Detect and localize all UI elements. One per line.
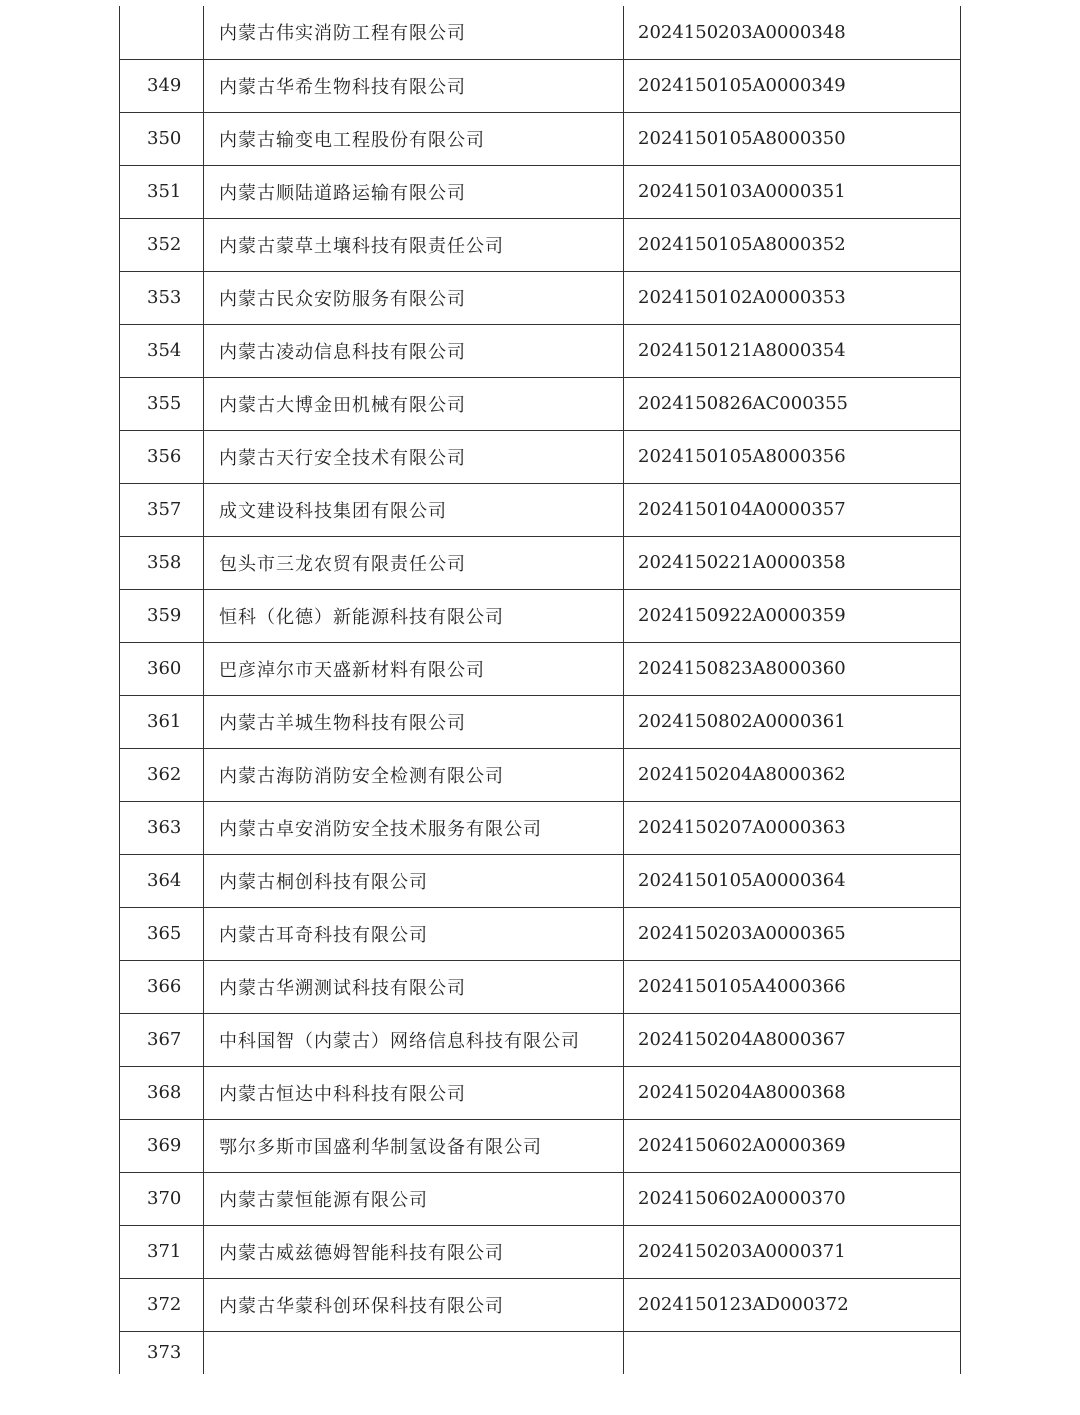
registration-code-cell: 2024150204A8000362 <box>624 748 961 801</box>
company-name-cell: 内蒙古蒙恒能源有限公司 <box>204 1172 624 1225</box>
company-name-cell: 内蒙古羊城生物科技有限公司 <box>204 695 624 748</box>
row-number-cell: 354 <box>120 324 204 377</box>
row-number-cell: 353 <box>120 271 204 324</box>
registration-code-cell: 2024150602A0000369 <box>624 1119 961 1172</box>
registration-code-cell: 2024150104A0000357 <box>624 483 961 536</box>
table-row <box>120 748 961 801</box>
table-row <box>120 377 961 430</box>
company-name-cell: 中科国智（内蒙古）网络信息科技有限公司 <box>204 1013 624 1066</box>
row-number-cell: 370 <box>120 1172 204 1225</box>
registration-code-cell: 2024150103A0000351 <box>624 165 961 218</box>
company-name-cell: 内蒙古恒达中科科技有限公司 <box>204 1066 624 1119</box>
company-name-cell: 内蒙古华蒙科创环保科技有限公司 <box>204 1278 624 1331</box>
company-name-cell <box>204 1331 624 1374</box>
registration-code-cell: 2024150221A0000358 <box>624 536 961 589</box>
row-number-cell: 362 <box>120 748 204 801</box>
company-name-cell: 内蒙古凌动信息科技有限公司 <box>204 324 624 377</box>
registration-code-cell: 2024150602A0000370 <box>624 1172 961 1225</box>
registration-code-cell: 2024150823A8000360 <box>624 642 961 695</box>
company-name-cell: 内蒙古伟实消防工程有限公司 <box>204 6 624 59</box>
company-name-cell: 内蒙古卓安消防安全技术服务有限公司 <box>204 801 624 854</box>
table-row <box>120 801 961 854</box>
table-row <box>120 218 961 271</box>
table-row <box>120 1225 961 1278</box>
row-number-cell: 351 <box>120 165 204 218</box>
company-name-cell: 内蒙古蒙草土壤科技有限责任公司 <box>204 218 624 271</box>
company-name-cell: 内蒙古耳奇科技有限公司 <box>204 907 624 960</box>
company-name-cell: 内蒙古民众安防服务有限公司 <box>204 271 624 324</box>
row-number-cell: 358 <box>120 536 204 589</box>
registry-table <box>119 6 961 1374</box>
registration-code-cell: 2024150105A4000366 <box>624 960 961 1013</box>
company-name-cell: 内蒙古顺陆道路运输有限公司 <box>204 165 624 218</box>
registration-code-cell: 2024150203A0000348 <box>624 6 961 59</box>
company-name-cell: 恒科（化德）新能源科技有限公司 <box>204 589 624 642</box>
row-number-cell: 356 <box>120 430 204 483</box>
row-number-cell: 365 <box>120 907 204 960</box>
table-row <box>120 589 961 642</box>
row-number-cell: 357 <box>120 483 204 536</box>
row-number-cell: 355 <box>120 377 204 430</box>
company-name-cell: 内蒙古威兹德姆智能科技有限公司 <box>204 1225 624 1278</box>
row-number-cell: 373 <box>120 1331 204 1374</box>
company-name-cell: 内蒙古桐创科技有限公司 <box>204 854 624 907</box>
table-row <box>120 1119 961 1172</box>
registration-code-cell: 2024150922A0000359 <box>624 589 961 642</box>
row-number-cell: 363 <box>120 801 204 854</box>
row-number-cell: 360 <box>120 642 204 695</box>
registration-code-cell: 2024150121A8000354 <box>624 324 961 377</box>
row-number-cell: 367 <box>120 1013 204 1066</box>
registration-code-cell: 2024150105A8000356 <box>624 430 961 483</box>
company-name-cell: 鄂尔多斯市国盛利华制氢设备有限公司 <box>204 1119 624 1172</box>
registration-code-cell: 2024150105A0000349 <box>624 59 961 112</box>
company-name-cell: 内蒙古大博金田机械有限公司 <box>204 377 624 430</box>
table-row <box>120 695 961 748</box>
table-row <box>120 165 961 218</box>
row-number-cell: 369 <box>120 1119 204 1172</box>
table-row <box>120 59 961 112</box>
company-name-cell: 内蒙古华希生物科技有限公司 <box>204 59 624 112</box>
registry-table-body <box>120 6 961 1374</box>
company-name-cell: 巴彦淖尔市天盛新材料有限公司 <box>204 642 624 695</box>
row-number-cell: 366 <box>120 960 204 1013</box>
registry-sheet <box>119 6 960 1374</box>
row-number-cell: 359 <box>120 589 204 642</box>
table-row <box>120 1172 961 1225</box>
registration-code-cell: 2024150802A0000361 <box>624 695 961 748</box>
table-row <box>120 1278 961 1331</box>
registration-code-cell: 2024150105A8000352 <box>624 218 961 271</box>
table-row <box>120 1066 961 1119</box>
table-row <box>120 271 961 324</box>
row-number-cell: 368 <box>120 1066 204 1119</box>
row-number-cell <box>120 6 204 59</box>
company-name-cell: 内蒙古华溯测试科技有限公司 <box>204 960 624 1013</box>
table-row <box>120 536 961 589</box>
registration-code-cell: 2024150207A0000363 <box>624 801 961 854</box>
registration-code-cell: 2024150203A0000371 <box>624 1225 961 1278</box>
table-row <box>120 960 961 1013</box>
table-row <box>120 430 961 483</box>
registration-code-cell: 2024150204A8000368 <box>624 1066 961 1119</box>
registration-code-cell: 2024150105A8000350 <box>624 112 961 165</box>
row-number-cell: 372 <box>120 1278 204 1331</box>
table-row <box>120 642 961 695</box>
row-number-cell: 371 <box>120 1225 204 1278</box>
registration-code-cell: 2024150123AD000372 <box>624 1278 961 1331</box>
table-row <box>120 112 961 165</box>
table-row <box>120 1331 961 1374</box>
registration-code-cell: 2024150826AC000355 <box>624 377 961 430</box>
row-number-cell: 352 <box>120 218 204 271</box>
row-number-cell: 361 <box>120 695 204 748</box>
table-row <box>120 6 961 59</box>
company-name-cell: 内蒙古输变电工程股份有限公司 <box>204 112 624 165</box>
row-number-cell: 350 <box>120 112 204 165</box>
row-number-cell: 364 <box>120 854 204 907</box>
company-name-cell: 成文建设科技集团有限公司 <box>204 483 624 536</box>
table-row <box>120 1013 961 1066</box>
registration-code-cell: 2024150204A8000367 <box>624 1013 961 1066</box>
company-name-cell: 包头市三龙农贸有限责任公司 <box>204 536 624 589</box>
row-number-cell: 349 <box>120 59 204 112</box>
registration-code-cell: 2024150102A0000353 <box>624 271 961 324</box>
company-name-cell: 内蒙古海防消防安全检测有限公司 <box>204 748 624 801</box>
table-row <box>120 324 961 377</box>
registration-code-cell: 2024150203A0000365 <box>624 907 961 960</box>
registration-code-cell <box>624 1331 961 1374</box>
table-row <box>120 907 961 960</box>
registration-code-cell: 2024150105A0000364 <box>624 854 961 907</box>
table-row <box>120 483 961 536</box>
table-row <box>120 854 961 907</box>
company-name-cell: 内蒙古天行安全技术有限公司 <box>204 430 624 483</box>
